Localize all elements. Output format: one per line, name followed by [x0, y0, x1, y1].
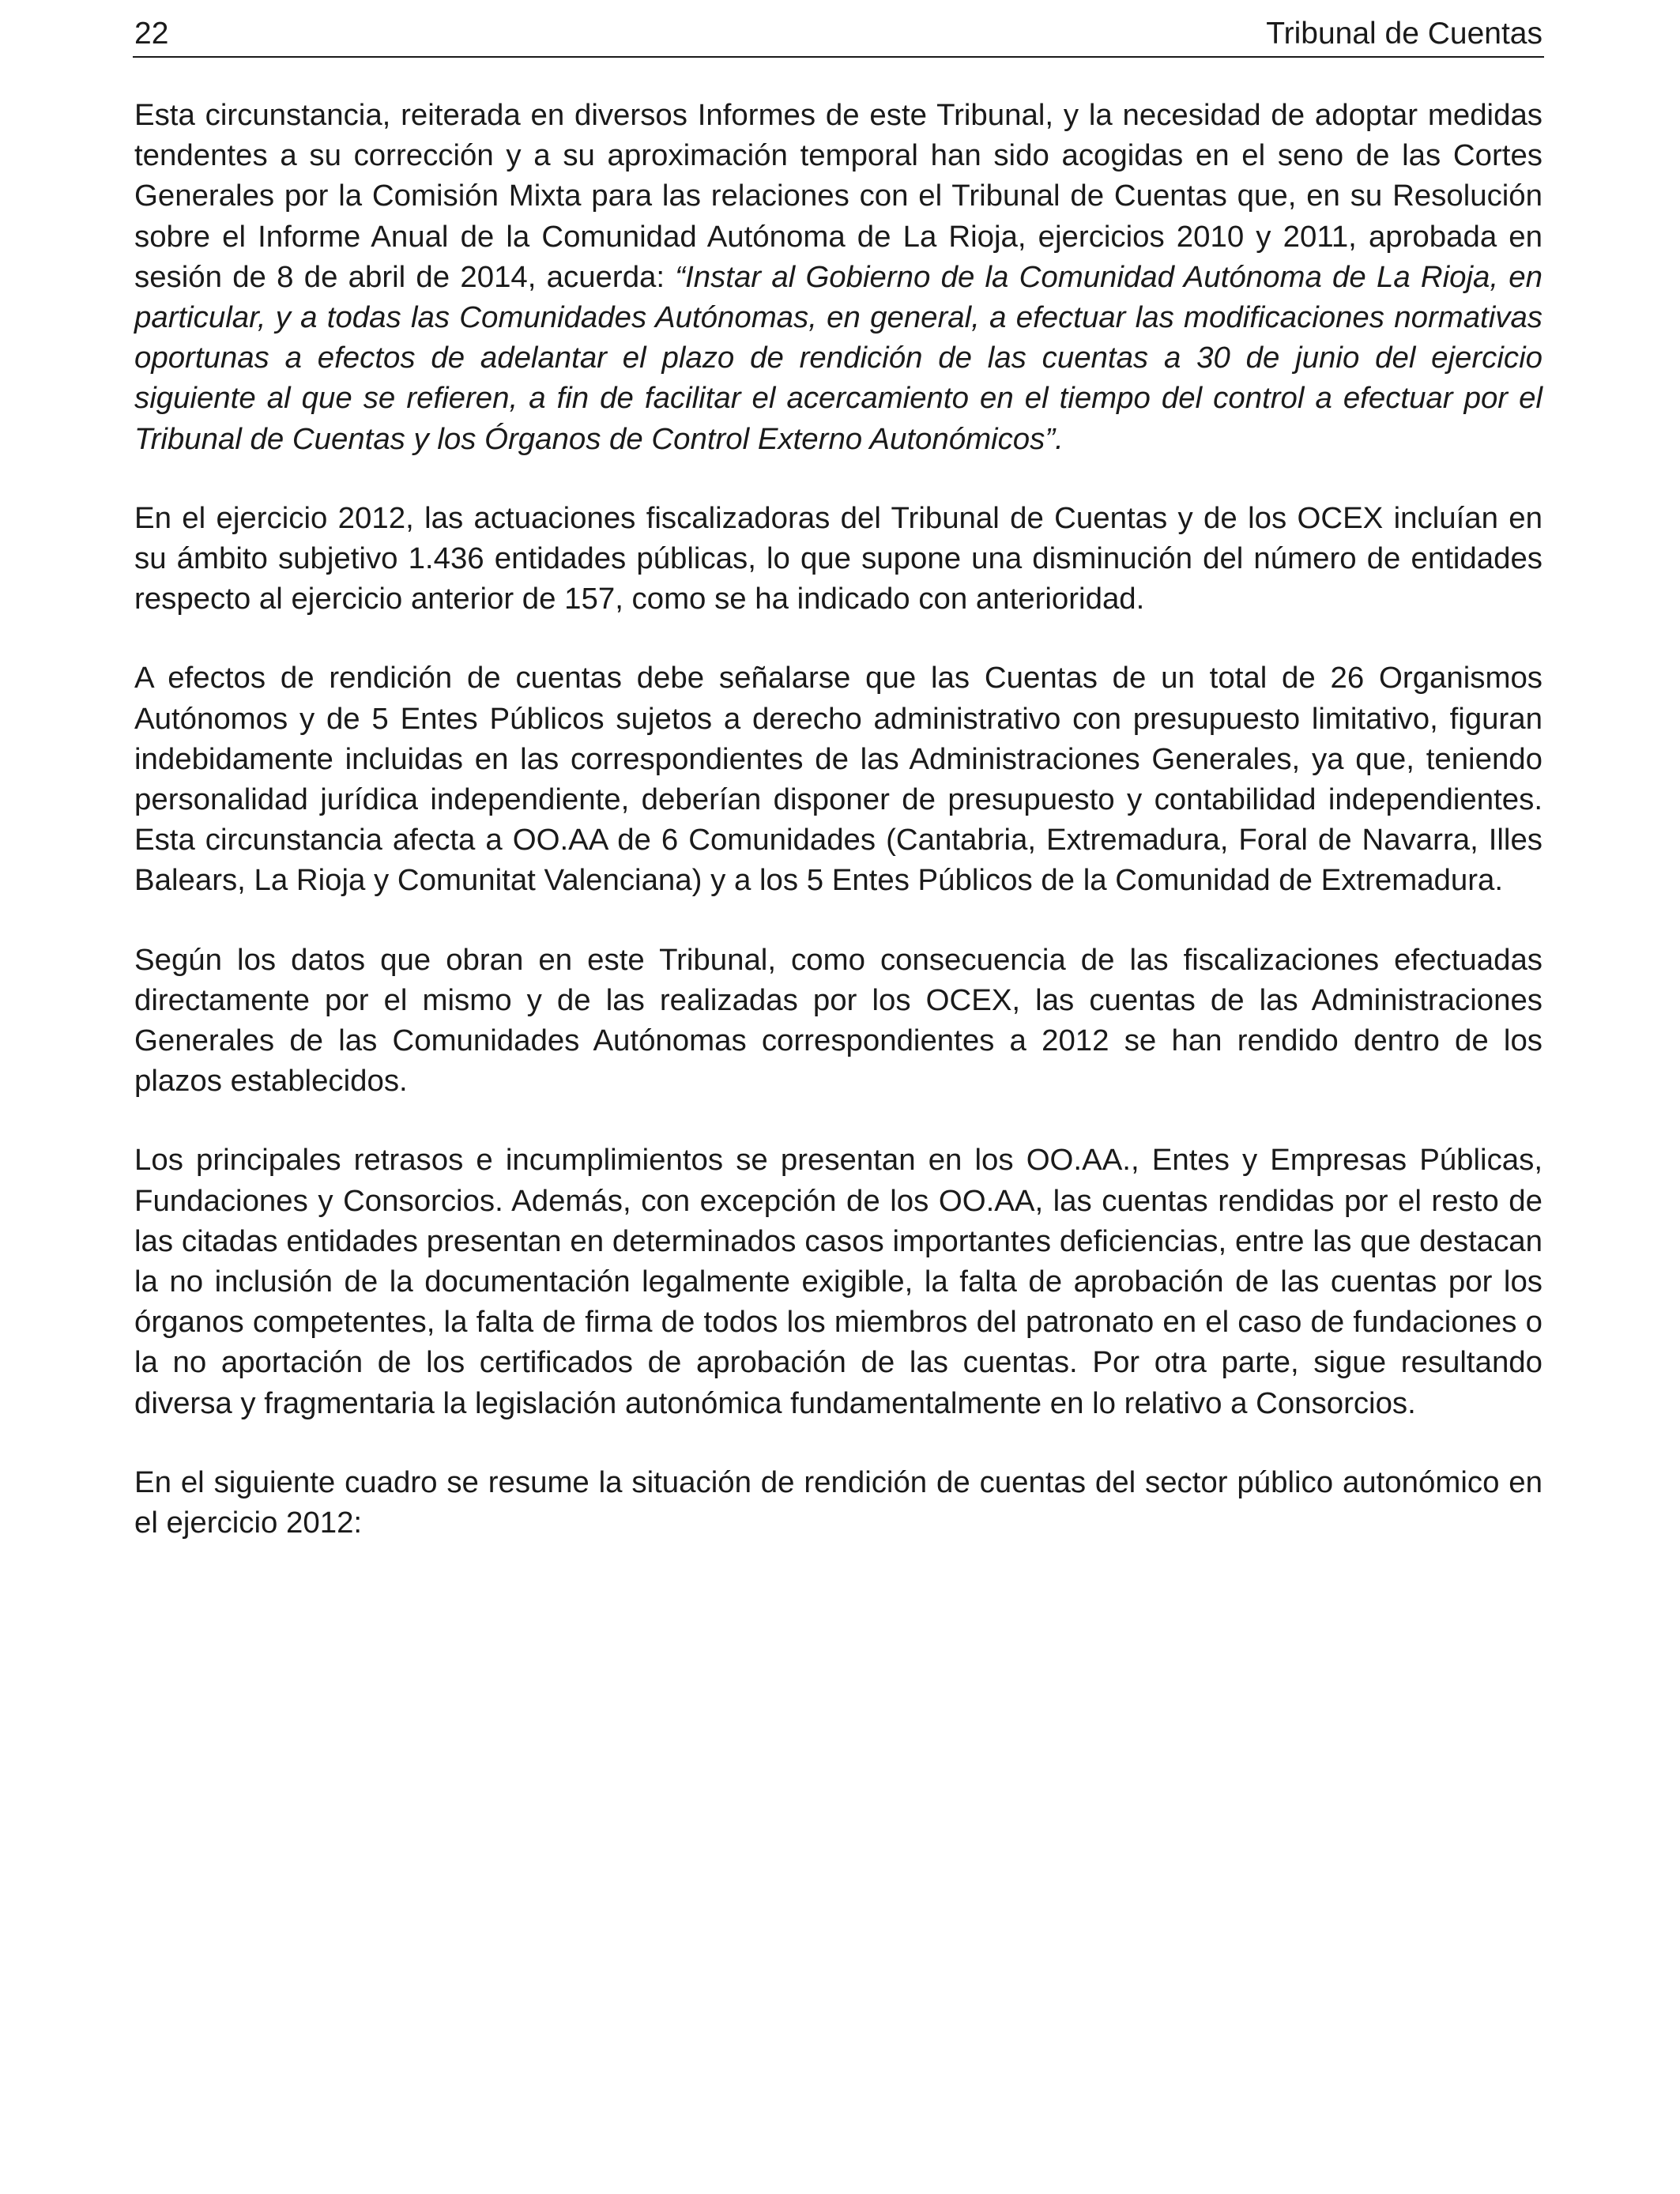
- header-divider: [133, 56, 1544, 58]
- document-body: [134, 95, 1543, 1581]
- page-number: 22: [134, 17, 169, 51]
- paragraph-delays: Los principales retrasos e incumplimientos se presentan en los OO.AA., Entes y Empresas Públicas, Fundaciones y Consorcios. Además, con excepción de los OO.AA, las cuentas rendidas por el resto de las citadas entidades presentan en determinados casos importantes deficiencias, entre las que destacan la no inclusión de la documentación legalmente exigible, la falta de aprobación de las cuentas por los órganos competentes, la falta de firma de todos los miembros del patronato en el caso de fundaciones o la no aportación de los certificados de aprobación de las cuentas. Por otra parte, sigue resultando diversa y fragmentaria la legislación autonómica fundamentalmente en lo relativo a Consorcios.: [134, 1143, 1543, 1420]
- paragraph-resolution: [134, 95, 1543, 459]
- page-header: [134, 13, 1543, 55]
- paragraph-resolution-lead: Esta circunstancia, reiterada en diversos Informes de este Tribunal, y la necesidad de adoptar medidas tendentes a su corrección y a su aproximación temporal han sido acogidas en el seno de las Cortes Generales por la Comisión Mixta para las relaciones con el Tribunal de Cuentas que, en su Resolución sobre el Informe Anual de la Comunidad Autónoma de La Rioja, ejercicios 2010 y 2011, aprobada en sesión de 8 de abril de 2014, acuerda:: [134, 98, 1543, 294]
- paragraph-organisms: A efectos de rendición de cuentas debe señalarse que las Cuentas de un total de 26 Organismos Autónomos y de 5 Entes Públicos sujetos a derecho administrativo con presupuesto limitativo, figuran indebidamente incluidas en las correspondientes de las Administraciones Generales, ya que, teniendo personalidad jurídica independiente, deberían disponer de presupuesto y contabilidad independientes. Esta circunstancia afecta a OO.AA de 6 Comunidades (Cantabria, Extremadura, Foral de Navarra, Illes Balears, La Rioja y Comunitat Valenciana) y a los 5 Entes Públicos de la Comunidad de Extremadura.: [134, 661, 1543, 898]
- paragraph-deadlines: Según los datos que obran en este Tribunal, como consecuencia de las fiscalizaciones efectuadas directamente por el mismo y de las realizadas por los OCEX, las cuentas de las Administraciones Generales de las Comunidades Autónomas correspondientes a 2012 se han rendido dentro de los plazos establecidos.: [134, 942, 1543, 1099]
- resolution-quote: “Instar al Gobierno de la Comunidad Autónoma de La Rioja, en particular, y a todas las Comunidades Autónomas, en general, a efectuar las modificaciones normativas oportunas a efectos de adelantar el plazo de rendición de las cuentas a 30 de junio del ejercicio siguiente al que se refieren, a fin de facilitar el acercamiento en el tiempo del control a efectuar por el Tribunal de Cuentas y los Órganos de Control Externo Autonómicos”.: [134, 259, 1543, 456]
- paragraph-summary-intro: En el siguiente cuadro se resume la situación de rendición de cuentas del sector público autonómico en el ejercicio 2012:: [134, 1465, 1543, 1540]
- running-title: Tribunal de Cuentas: [1266, 17, 1543, 51]
- paragraph-entities: En el ejercicio 2012, las actuaciones fiscalizadoras del Tribunal de Cuentas y de los OCEX incluían en su ámbito subjetivo 1.436 entidades públicas, lo que supone una disminución del número de entidades respecto al ejercicio anterior de 157, como se ha indicado con anterioridad.: [134, 500, 1543, 616]
